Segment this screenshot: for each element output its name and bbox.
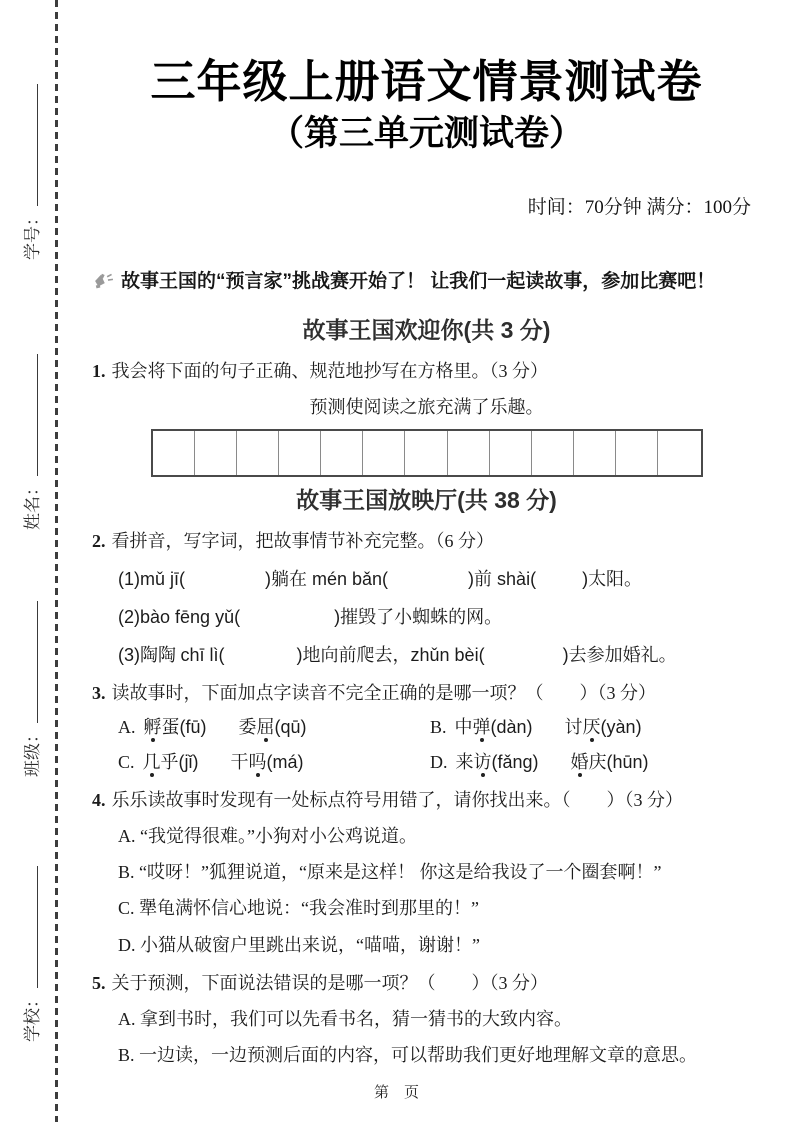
pinyin-text: (3) bbox=[118, 645, 140, 666]
pinyin-text: (hūn) bbox=[606, 751, 649, 772]
copy-grid-cell bbox=[448, 431, 490, 475]
q3-option-C bbox=[118, 750, 430, 775]
char: 来 bbox=[455, 751, 474, 772]
answer-blank bbox=[185, 584, 265, 585]
pinyin-text: ) bbox=[265, 568, 271, 589]
student-id-field bbox=[18, 84, 43, 260]
dotted-word-pair bbox=[571, 752, 649, 772]
q4-number: 4. bbox=[92, 789, 106, 810]
q1-stem-text: 我会将下面的句子正确、规范地抄写在方格里。（3 分） bbox=[111, 361, 548, 382]
copy-grid-cell bbox=[658, 431, 700, 475]
pinyin-text: ) bbox=[582, 568, 589, 589]
school-field bbox=[18, 866, 43, 1042]
dotted-char: 屈 bbox=[256, 717, 275, 738]
q4-stem bbox=[92, 788, 761, 813]
char: 干 bbox=[230, 751, 249, 772]
answer-blank bbox=[225, 660, 297, 661]
q5-stem bbox=[92, 971, 761, 996]
pinyin-text: (yàn) bbox=[600, 717, 642, 738]
class-field bbox=[18, 601, 43, 777]
section2-heading: 故事王国放映厅(共 38 分) bbox=[296, 486, 557, 513]
pinyin-text: ) bbox=[334, 606, 341, 627]
hanzi-text: 太阳。 bbox=[588, 568, 643, 589]
option-label: A. bbox=[118, 717, 136, 738]
pinyin-text: ) bbox=[562, 645, 569, 666]
dotted-char: 孵 bbox=[143, 717, 162, 738]
q5-stem-text: 关于预测，下面说法错误的是哪一项？（ ）（3 分） bbox=[111, 972, 548, 993]
pinyin-text: ) bbox=[468, 568, 475, 589]
q1-number: 1. bbox=[92, 361, 106, 382]
student-name-blank bbox=[20, 354, 38, 476]
q4-option-A: A. “我觉得很难。”小狗对小公鸡说道。 bbox=[118, 826, 417, 846]
dotted-word-pair bbox=[455, 717, 533, 737]
q2-item-3 bbox=[118, 643, 761, 668]
q3-option-B bbox=[430, 715, 761, 740]
q3-stem bbox=[92, 681, 761, 706]
q5-number: 5. bbox=[92, 972, 106, 993]
copy-grid-cell bbox=[279, 431, 321, 475]
q3-number: 3. bbox=[92, 683, 106, 704]
q4-option-B: B. “哎呀！”狐狸说道，“原来是这样！ 你这是给我设了一个圈套啊！” bbox=[118, 862, 662, 883]
student-name-field bbox=[18, 354, 43, 530]
copy-grid-cell bbox=[405, 431, 447, 475]
paper-content bbox=[92, 0, 761, 1068]
hanzi-text: 陶陶 bbox=[140, 645, 181, 666]
hanzi-text: 前 bbox=[474, 568, 493, 589]
dotted-word-pair bbox=[239, 717, 307, 737]
class-label: 班级： bbox=[23, 726, 42, 777]
pinyin-text: zhǔn bèi( bbox=[410, 645, 485, 666]
char: 中 bbox=[454, 717, 473, 738]
option-label: C. bbox=[118, 751, 135, 772]
q5-option-B: B. 一边读，一边预测后面的内容，可以帮助我们更好地理解文章的意思。 bbox=[118, 1045, 698, 1066]
dotted-word-pair bbox=[456, 752, 539, 772]
pinyin-text: (2)bào fēng yǔ( bbox=[118, 606, 241, 627]
q3-option-A bbox=[118, 715, 430, 740]
q2-number: 2. bbox=[92, 530, 106, 551]
copy-grid-cell bbox=[153, 431, 195, 475]
student-id-blank bbox=[20, 84, 38, 206]
pinyin-text: (qū) bbox=[274, 717, 307, 738]
dotted-word-pair bbox=[231, 752, 304, 772]
q4-options bbox=[118, 824, 761, 958]
intro-line bbox=[92, 270, 761, 299]
option-label: D. bbox=[430, 751, 448, 772]
pinyin-text: (1)mǔ jī( bbox=[118, 568, 185, 589]
q3-stem-text: 读故事时，下面加点字读音不完全正确的是哪一项？（ ）（3 分） bbox=[111, 683, 656, 704]
char: 庆 bbox=[588, 751, 607, 772]
char: 委 bbox=[238, 717, 257, 738]
copy-grid-cell bbox=[532, 431, 574, 475]
q1-stem bbox=[92, 359, 761, 384]
pinyin-text: (jǐ) bbox=[178, 751, 199, 772]
pinyin-text: (má) bbox=[266, 751, 304, 772]
q3-options bbox=[118, 715, 761, 774]
student-id-label: 学号： bbox=[23, 209, 42, 260]
copy-grid-cell bbox=[195, 431, 237, 475]
page-title: 三年级上册语文情景测试卷 bbox=[150, 56, 703, 107]
copy-grid-cell bbox=[616, 431, 658, 475]
pinyin-text: (fǎng) bbox=[491, 751, 539, 772]
copy-grid-cell bbox=[237, 431, 279, 475]
answer-blank bbox=[485, 660, 563, 661]
seal-dashed-line bbox=[55, 0, 58, 1122]
hanzi-text: 躺在 bbox=[271, 568, 307, 589]
q2-items bbox=[118, 567, 761, 669]
section1-heading: 故事王国欢迎你(共 3 分) bbox=[302, 317, 551, 344]
dotted-char: 弹 bbox=[472, 717, 491, 738]
char: 乎 bbox=[160, 751, 179, 772]
dotted-char: 吗 bbox=[248, 751, 267, 772]
school-label: 学校： bbox=[23, 991, 42, 1042]
page-subtitle: （第三单元测试卷） bbox=[268, 113, 584, 153]
hanzi-text: 摧毁了小蜘蛛的网。 bbox=[340, 606, 503, 627]
hanzi-text: 去参加婚礼。 bbox=[568, 645, 677, 666]
q3-option-D bbox=[430, 750, 761, 775]
answer-blank bbox=[536, 584, 582, 585]
pinyin-text: chī lì( bbox=[180, 645, 225, 666]
q2-item-2 bbox=[118, 605, 761, 630]
char: 蛋 bbox=[161, 717, 180, 738]
class-blank bbox=[20, 601, 38, 723]
pinyin-text: (dàn) bbox=[490, 717, 533, 738]
student-name-label: 姓名： bbox=[23, 479, 42, 530]
dotted-char: 几 bbox=[142, 751, 161, 772]
q4-stem-text: 乐乐读故事时发现有一处标点符号用错了，请你找出来。（ ）（3 分） bbox=[111, 789, 683, 810]
q5-option-A: A. 拿到书时，我们可以先看书名，猜一猜书的大致内容。 bbox=[118, 1008, 572, 1029]
q2-stem-text: 看拼音，写字词，把故事情节补充完整。（6 分） bbox=[111, 530, 494, 551]
hanzi-text: 地向前爬去， bbox=[302, 645, 411, 666]
dotted-char: 婚 bbox=[570, 751, 589, 772]
answer-blank bbox=[388, 584, 468, 585]
q4-option-D: D. 小猫从破窗户里跳出来说，“喵喵，谢谢！” bbox=[118, 934, 480, 955]
copy-grid bbox=[151, 429, 703, 477]
dotted-char: 厌 bbox=[582, 717, 601, 738]
copy-grid-cell bbox=[574, 431, 616, 475]
copy-grid-cell bbox=[490, 431, 532, 475]
char: 讨 bbox=[564, 717, 583, 738]
time-score-meta: 时间：70分钟 满分：100分 bbox=[527, 196, 751, 218]
megaphone-icon bbox=[92, 271, 114, 299]
q2-stem bbox=[92, 529, 761, 554]
pinyin-text: ) bbox=[296, 645, 303, 666]
dotted-char: 访 bbox=[473, 751, 492, 772]
copy-grid-cell bbox=[321, 431, 363, 475]
option-label: B. bbox=[430, 717, 447, 738]
pinyin-text: mén bǎn( bbox=[307, 568, 389, 589]
dotted-word-pair bbox=[565, 717, 642, 737]
dotted-word-pair bbox=[143, 752, 199, 772]
intro-text: 故事王国的“预言家”挑战赛开始了！ 让我们一起读故事，参加比赛吧！ bbox=[121, 270, 716, 292]
q1-copy-sentence: 预测使阅读之旅充满了乐趣。 bbox=[309, 397, 544, 418]
pinyin-text: (fū) bbox=[179, 717, 207, 738]
q2-item-1 bbox=[118, 567, 761, 592]
q5-options bbox=[118, 1007, 761, 1068]
q4-option-C: C. 犟龟满怀信心地说：“我会准时到那里的！” bbox=[118, 898, 479, 919]
pinyin-text: shài( bbox=[492, 568, 537, 589]
school-blank bbox=[20, 866, 38, 988]
copy-grid-cell bbox=[363, 431, 405, 475]
dotted-word-pair bbox=[144, 717, 207, 737]
answer-blank bbox=[240, 622, 334, 623]
page-footer: 第 页 bbox=[373, 1085, 419, 1101]
